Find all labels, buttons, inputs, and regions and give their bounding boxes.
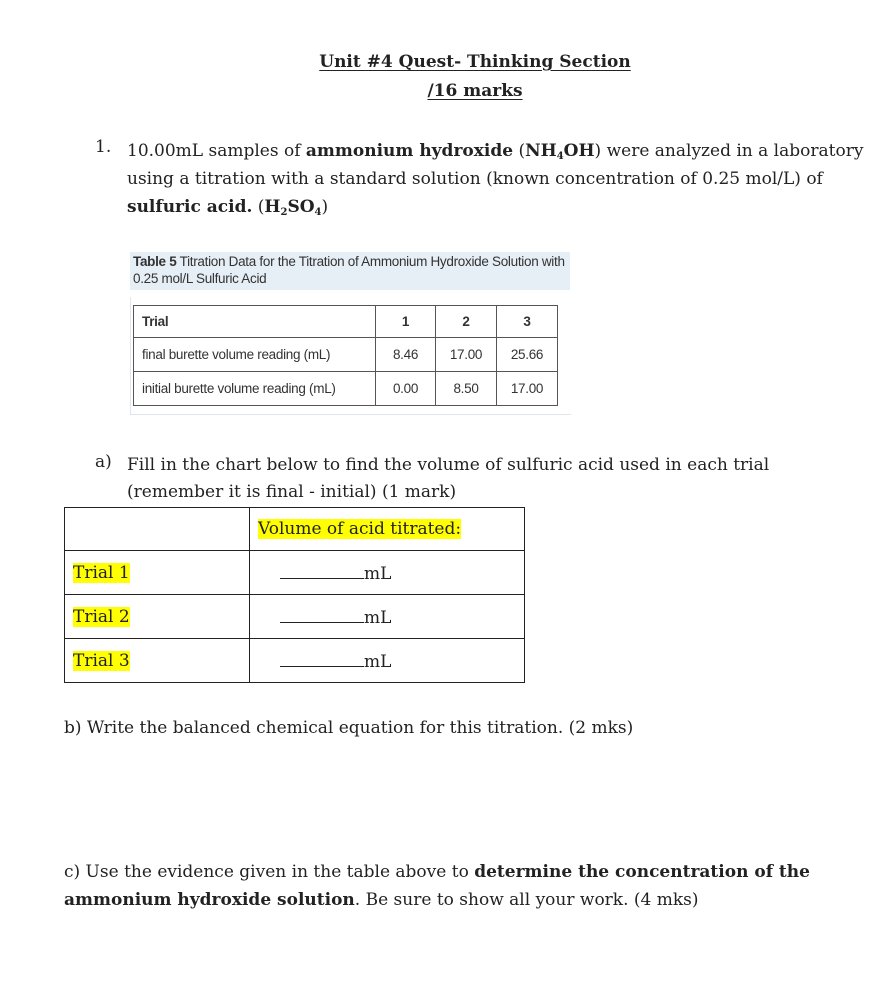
q1-text-part: ( [513, 141, 526, 161]
formula-h2so4: $H_2SO_4$ [264, 197, 322, 218]
table-cell: 17.00 [497, 372, 558, 406]
part-a-text: Fill in the chart below to find the volume of sulfuric acid used in each trial (remember it is final - initial) (1 mark) [127, 455, 770, 502]
titration-data-table [133, 305, 558, 406]
q1-text-part: ) were analyzed in a laboratory using a titration with a standard solution (known concentration of 0.25 mol/L) of [127, 141, 864, 189]
unit-label: mL [364, 607, 392, 628]
table-header-cell: 2 [436, 306, 497, 338]
table-row-label: initial burette volume reading (mL) [134, 372, 376, 406]
part-b-text: b) Write the balanced chemical equation for this titration. (2 mks) [64, 718, 634, 738]
trial-label: Trial 2 [73, 606, 130, 627]
table-row [65, 639, 525, 683]
part-c-text-part: . Be sure to show all your work. (4 mks) [354, 890, 699, 910]
part-c-bold: determine the concentration of the ammonium hydroxide solution [64, 862, 810, 910]
table-header-cell: 3 [497, 306, 558, 338]
table-caption-text: Titration Data for the Titration of Ammonium Hydroxide Solution with 0.25 mol/L Sulfuric Acid [133, 254, 565, 286]
q1-text-part: ( [252, 197, 265, 217]
answer-cell[interactable] [250, 639, 525, 683]
trial-label: Trial 3 [73, 650, 130, 671]
answer-blank-line[interactable] [280, 606, 364, 623]
part-c-text [64, 858, 854, 914]
acid-volume-answer-table [64, 507, 525, 683]
question-1-text [127, 137, 877, 221]
unit-label: mL [364, 651, 392, 672]
answer-table-header-cell [250, 508, 525, 551]
table-header-cell: 1 [376, 306, 436, 338]
table-cell: 25.66 [497, 338, 558, 372]
table-row [65, 595, 525, 639]
q1-bold-sulfuric-acid: sulfuric acid. [127, 197, 253, 217]
total-marks: /16 marks [427, 81, 523, 101]
table-caption [130, 252, 570, 290]
titration-data-table-image [130, 252, 570, 414]
column-header-volume: Volume of acid titrated: [258, 519, 462, 539]
page-title: Unit #4 Quest- Thinking Section [319, 52, 631, 72]
table-cell: 17.00 [436, 338, 497, 372]
trial-cell [65, 595, 250, 639]
table-row [65, 551, 525, 595]
unit-label: mL [364, 563, 392, 584]
part-a-label: a) [95, 452, 112, 472]
table-row-label: final burette volume reading (mL) [134, 338, 376, 372]
table-cell: 8.50 [436, 372, 497, 406]
table-row [134, 372, 558, 406]
q1-text-part: 10.00mL samples of [127, 141, 306, 161]
trial-cell [65, 551, 250, 595]
formula-nh4oh: $NH_4OH$ [525, 141, 595, 162]
q1-text-part: ) [321, 197, 329, 217]
answer-blank-line[interactable] [280, 562, 364, 579]
table-header-row [134, 306, 558, 338]
answer-cell[interactable] [250, 551, 525, 595]
part-c-text-part: c) Use the evidence given in the table above to [64, 862, 475, 882]
trial-label: Trial 1 [73, 562, 130, 583]
table-cell: 0.00 [376, 372, 436, 406]
table-caption-label: Table 5 [133, 254, 177, 269]
trial-cell [65, 639, 250, 683]
table-header-cell: Trial [134, 306, 376, 338]
table-cell: 8.46 [376, 338, 436, 372]
answer-blank-line[interactable] [280, 650, 364, 667]
answer-cell[interactable] [250, 595, 525, 639]
answer-table-empty-cell [65, 508, 250, 551]
question-number: 1. [95, 137, 112, 157]
answer-table-header-row [65, 508, 525, 551]
q1-bold-ammonium-hydroxide: ammonium hydroxide [305, 141, 514, 161]
table-row [134, 338, 558, 372]
